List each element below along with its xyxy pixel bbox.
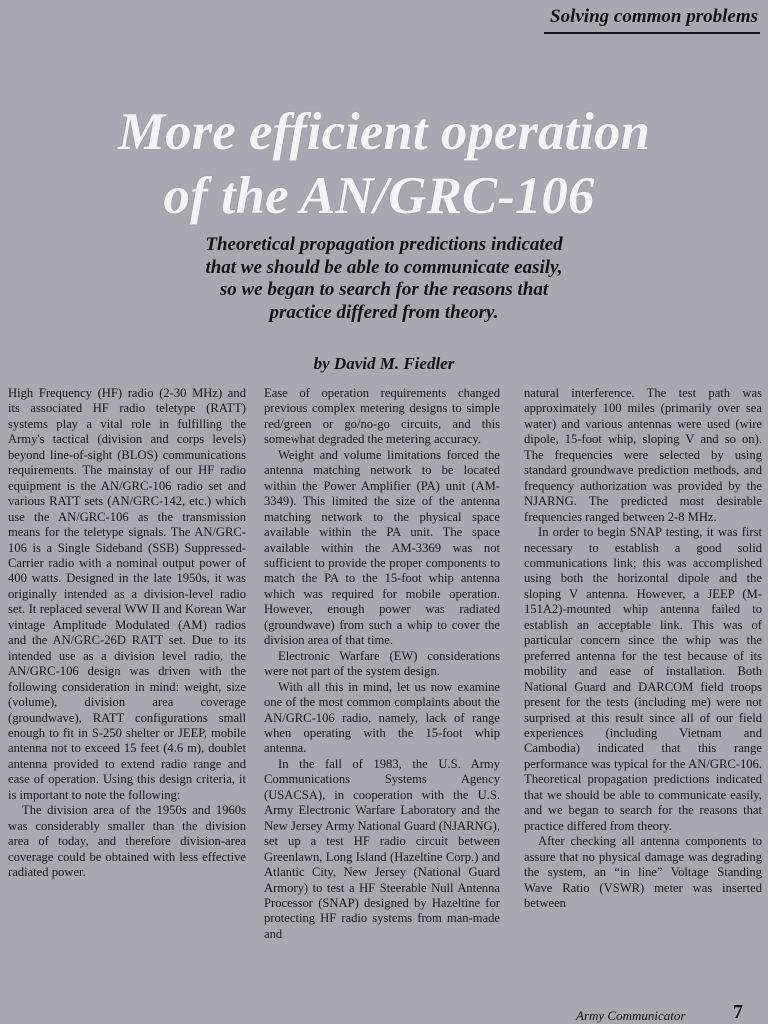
article-deck [0,234,768,324]
paragraph: The division area of the 1950s and 1960s was considerably smaller than the division area of today, and therefore division-area coverage could be obtained with less effective radiated power. [8,803,246,880]
article-title-line-2: of the AN/GRC-106 [163,167,595,225]
paragraph: Electronic Warfare (EW) considerations were not part of the system design. [264,648,500,679]
deck-line: practice differed from theory. [269,301,499,323]
text-column-1 [8,386,246,881]
text-column-3 [524,386,762,911]
article-title [0,100,768,228]
deck-line: Theoretical propagation predictions indicated [205,234,563,255]
page-number: 7 [733,1001,743,1023]
paragraph: Ease of operation requirements changed previous complex metering designs to simple red/green or go/no-go circuits, and this somewhat degraded the metering accuracy. [264,386,500,447]
deck-line: so we began to search for the reasons that [219,279,549,300]
paragraph: In the fall of 1983, the U.S. Army Communications Systems Agency (USACSA), in cooperation with the U.S. Army Electronic Warfare Laboratory and the New Jersey Army National Guard (NJARNG), set up a test HF radio circuit between Greenlawn, Long Island (Hazeltine Corp.) and Atlantic City, New Jersey (National Guard Armory) to test a HF Steerable Null Antenna Processor (SNAP) designed by Hazeltine for protecting HF radio systems from man-made and [264,756,500,941]
paragraph: High Frequency (HF) radio (2-30 MHz) and its associated HF radio teletype (RATT) systems play a vital role in fulfilling the Army's tactical (division and corps levels) beyond line-of-sight (BLOS) communications requirements. The mainstay of our HF radio equipment is the AN/GRC-106 radio set and various RATT sets (AN/GRC-142, etc.) which use the AN/GRC-106 as the transmission means for the teletype signals. The AN/GRC-106 is a Single Sideband (SSB) Suppressed-Carrier radio with a nominal output power of 400 watts. Designed in the late 1950s, it was originally intended as a division-level radio set. It replaced several WW II and Korean War vintage Amplitude Modulated (AM) radios and the AN/GRC-26D RATT set. Due to its intended use as a division level radio, the AN/GRC-106 design was driven with the following consideration in mind: weight, size (volume), division area coverage (groundwave), RATT configurations small enough to fit in S-250 shelter or JEEP, mobile antenna not to exceed 15 feet (4.6 m), doublet antenna provided to extend radio range and ease of operation. Using this design criteria, it is important to note the following: [8,386,246,802]
article-title-line-1: More efficient operation [118,103,650,161]
paragraph: Weight and volume limitations forced the antenna matching network to be located within the Power Amplifier (PA) unit (AM-3349). This limited the size of the antenna matching network to the physical space available within the PA unit. The space available within the AM-3369 was not sufficient to provide the proper components to match the PA to the 15-foot whip antenna which was required for mobile operation. However, enough power was radiated (groundwave) from such a whip to cover the division area of that time. [264,447,500,648]
paragraph: With all this in mind, let us now examine one of the most common complaints about the AN/GRC-106 radio, namely, lack of range when operating with the 15-foot whip antenna. [264,679,500,756]
section-heading: Solving common problems [544,6,760,34]
paragraph: In order to begin SNAP testing, it was first necessary to establish a good solid communications link; this was accomplished using both the horizontal dipole and the sloping V antenna. However, a JEEP (M-151A2)-mounted whip antenna failed to establish an acceptable link. This was of particular concern since the whip was the preferred antenna for the test because of its mobility and ease of installation. Both National Guard and DARCOM field troops present for the tests (including me) were not surprised at this result since all of our field experiences (including Vietnam and Cambodia) indicated that this range performance was typical for the AN/GRC-106. Theoretical propagation predictions indicated that we should be able to communicate easily, and we began to search for the reasons that practice differed from theory. [524,525,762,833]
paragraph: After checking all antenna components to assure that no physical damage was degrading the system, an “in line” Voltage Standing Wave Ratio (VSWR) meter was inserted between [524,834,762,910]
publication-name: Army Communicator [576,1008,686,1023]
deck-line: that we should be able to communicate easily, [205,256,563,278]
paragraph: natural interference. The test path was approximately 100 miles (primarily over sea water) and various antennas were used (wire dipole, 15-foot whip, sloping V and so on). The frequencies were selected by using standard groundwave prediction methods, and frequency authorization was provided by the NJARNG. The predicted most desirable frequencies ranged between 2-8 MHz. [524,386,762,524]
text-column-2 [264,386,500,942]
byline: by David M. Fiedler [313,354,455,373]
